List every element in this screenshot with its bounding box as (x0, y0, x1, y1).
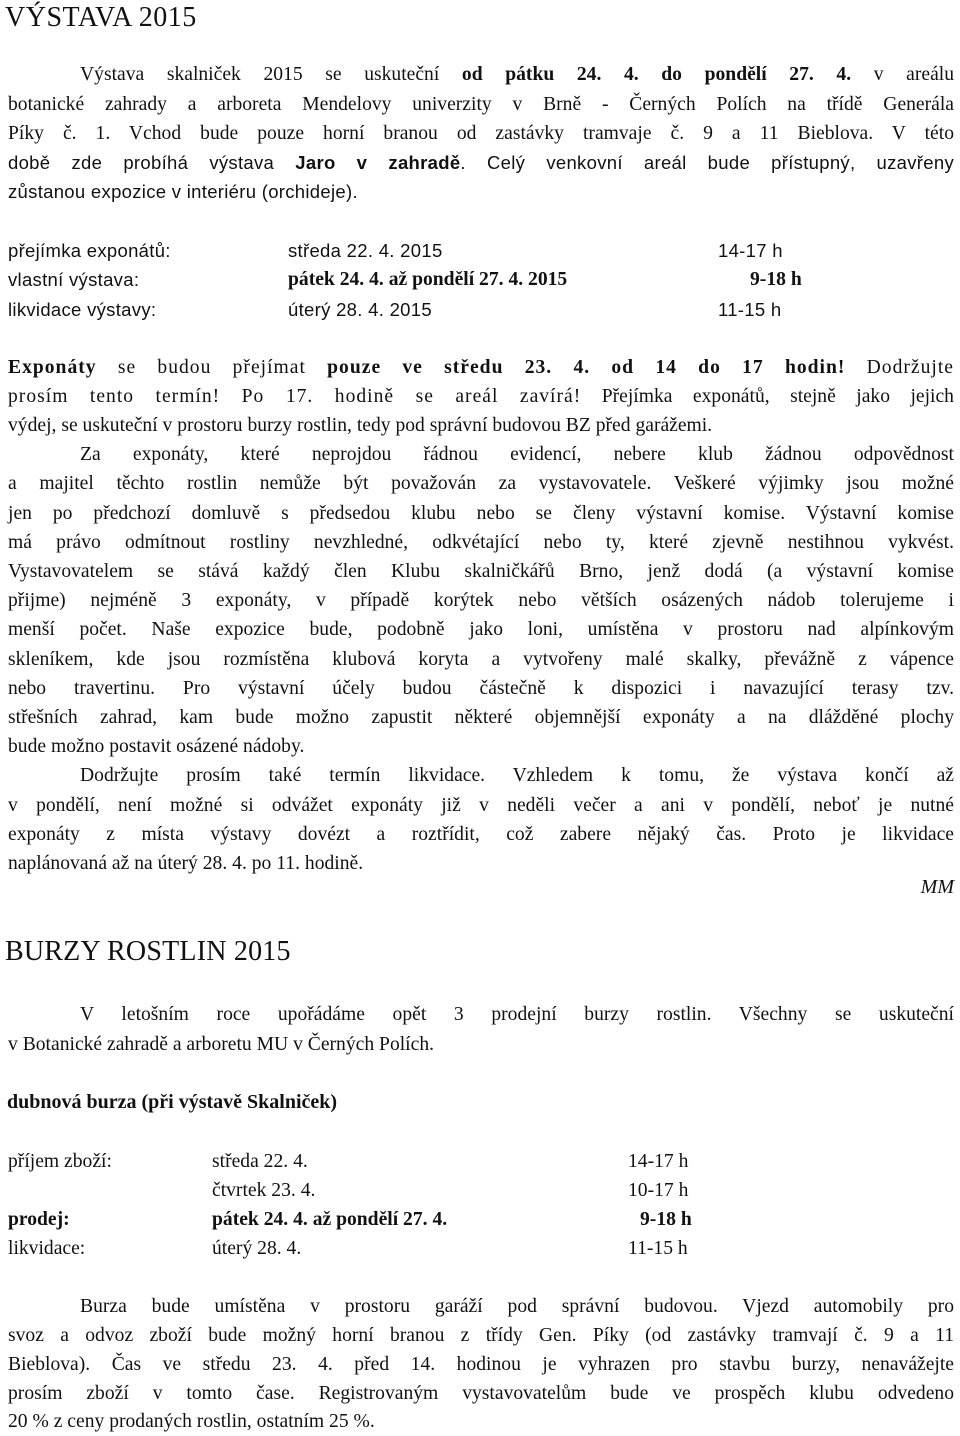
parallel-exhibition-name: Jaro v zahradě (295, 152, 461, 173)
intro-line-1: Výstava skalniček 2015 se uskuteční od pátku 24. 4. do pondělí 27. 4. v areálu (80, 64, 955, 85)
burzy-intro-line: v Botanické zahradě a arboretu MU v Černých Polích. (8, 1034, 435, 1055)
body-line: naplánovaná až na úterý 28. 4. po 11. hodině. (8, 853, 364, 874)
burzy-outro-line: 20 % z ceny prodaných rostlin, ostatním 25 %. (8, 1411, 375, 1432)
body-line: výdej, se uskuteční v prostoru burzy rostlin, tedy pod správní budovou BZ před garážemi. (8, 415, 713, 436)
body-line: bude možno postavit osázené nádoby. (8, 736, 305, 757)
schedule-time: 9-18 h (750, 269, 802, 290)
body-line: prosím tento termín! Po 17. hodině se areál zavírá! Přejímka exponátů, stejně jako jejich (8, 386, 954, 407)
body-line: Za exponáty, které neprojdou řádnou evidencí, nebere klub žádnou odpovědnost (80, 444, 954, 465)
schedule-date: čtvrtek 23. 4. (212, 1180, 316, 1201)
schedule-time: 10-17 h (628, 1180, 689, 1201)
schedule-time: 11-15 h (718, 299, 782, 320)
schedule-date: středa 22. 4. 2015 (288, 240, 443, 261)
section-title-burzy: BURZY ROSTLIN 2015 (5, 936, 291, 967)
schedule-time: 9-18 h (640, 1209, 692, 1230)
intro-line-5: zůstanou expozice v interiéru (orchideje). (8, 181, 358, 202)
schedule-label: likvidace výstavy: (8, 299, 157, 320)
schedule-time: 11-15 h (628, 1238, 688, 1259)
schedule-date: úterý 28. 4. 2015 (288, 299, 432, 320)
intro-line-4: době zde probíhá výstava Jaro v zahradě. Celý venkovní areál bude přístupný, uzavřeny (8, 152, 954, 173)
section-title-vystava: VÝSTAVA 2015 (5, 2, 197, 33)
burzy-outro-line: svoz a odvoz zboží bude možný horní branou z třídy Gen. Píky (od zastávky tramvají č. 9 a 11 (8, 1325, 954, 1346)
schedule-label: prodej: (8, 1209, 70, 1230)
burza-schedule-row (8, 1234, 954, 1263)
burzy-outro-line: prosím zboží v tomto čase. Registrovaným vystavovatelům bude ve prospěch klubu odvedeno (8, 1383, 954, 1404)
body-line: menší počet. Naše expozice bude, podobně jako loni, umístěna v prostoru nad alpínkovým (8, 619, 954, 640)
body-line: v pondělí, není možné si odvážet exponáty již v neděli večer a ani v pondělí, neboť je nutné (8, 795, 954, 816)
schedule-row (8, 295, 954, 324)
exhibition-dates: od pátku 24. 4. do pondělí 27. 4. (461, 64, 852, 85)
body-line: přijme) nejméně 3 exponáty, v případě korýtek nebo větších osázených nádob tolerujeme i (8, 590, 954, 611)
body-line: má právo odmítnout rostliny nevzhledné, odkvétající nebo ty, které zjevně nestihnou vykvést. (8, 532, 954, 553)
body-line: skleníkem, kde jsou rozmístěna klubová koryta a vytvořeny malé skalky, převážně z vápence (8, 649, 954, 670)
burza-schedule-row (8, 1205, 954, 1234)
body-line: jen po předchozí domluvě s předsedou klubu nebo se členy výstavní komise. Výstavní komise (8, 503, 954, 524)
schedule-row (8, 236, 954, 265)
burza-subheading: dubnová burza (při výstavě Skalniček) (7, 1091, 338, 1113)
schedule-time: 14-17 h (628, 1151, 689, 1172)
body-line: střešních zahrad, kam bude možno zapustit některé objemnější exponáty a na dlážděné plochy (8, 707, 954, 728)
intro-line-2: botanické zahrady a arboreta Mendelovy univerzity v Brně - Černých Polích na třídě Generála (8, 94, 954, 115)
body-line: exponáty z místa výstavy dovézt a roztřídit, což zabere nějaký čas. Proto je likvidace (8, 824, 954, 845)
schedule-date: úterý 28. 4. (212, 1238, 302, 1259)
schedule-label: vlastní výstava: (8, 269, 140, 290)
schedule-label: příjem zboží: (8, 1151, 112, 1172)
burza-schedule-row (8, 1176, 954, 1205)
schedule-row (8, 265, 954, 294)
schedule-label: přejímka exponátů: (8, 240, 171, 261)
burzy-outro-line: Burza bude umístěna v prostoru garáží pod správní budovou. Vjezd automobily pro (80, 1296, 954, 1317)
body-line: Dodržujte prosím také termín likvidace. Vzhledem k tomu, že výstava končí až (80, 765, 954, 786)
body-line: nebo travertinu. Pro výstavní účely budou částečně k dispozici i navazující terasy tzv. (8, 678, 954, 699)
schedule-date: pátek 24. 4. až pondělí 27. 4. (212, 1209, 448, 1230)
schedule-date: pátek 24. 4. až pondělí 27. 4. 2015 (288, 269, 568, 290)
burzy-outro-line: Bieblova). Čas ve středu 23. 4. před 14. hodinou je vyhrazen pro stavbu burzy, nenavážejte (8, 1354, 954, 1375)
burzy-intro-line: V letošním roce upořádáme opět 3 prodejní burzy rostlin. Všechny se uskuteční (80, 1004, 954, 1025)
schedule-label: likvidace: (8, 1238, 86, 1259)
intro-line-3: Píky č. 1. Vchod bude pouze horní branou od zastávky tramvaje č. 9 a 11 Bieblova. V této (8, 123, 954, 144)
schedule-time: 14-17 h (718, 240, 783, 261)
author-signature: MM (920, 876, 954, 898)
body-line: Vystavovatelem se stává každý člen Klubu skalničkářů Brno, jenž dodá (a výstavní komise (8, 561, 954, 582)
schedule-date: středa 22. 4. (212, 1151, 308, 1172)
body-line: a majitel těchto rostlin nemůže být považován za vystavovatele. Veškeré výjimky jsou možné (8, 473, 954, 494)
burza-schedule-row (8, 1147, 954, 1176)
body-line: Exponáty se budou přejímat pouze ve středu 23. 4. od 14 do 17 hodin! Dodržujte (8, 357, 954, 378)
